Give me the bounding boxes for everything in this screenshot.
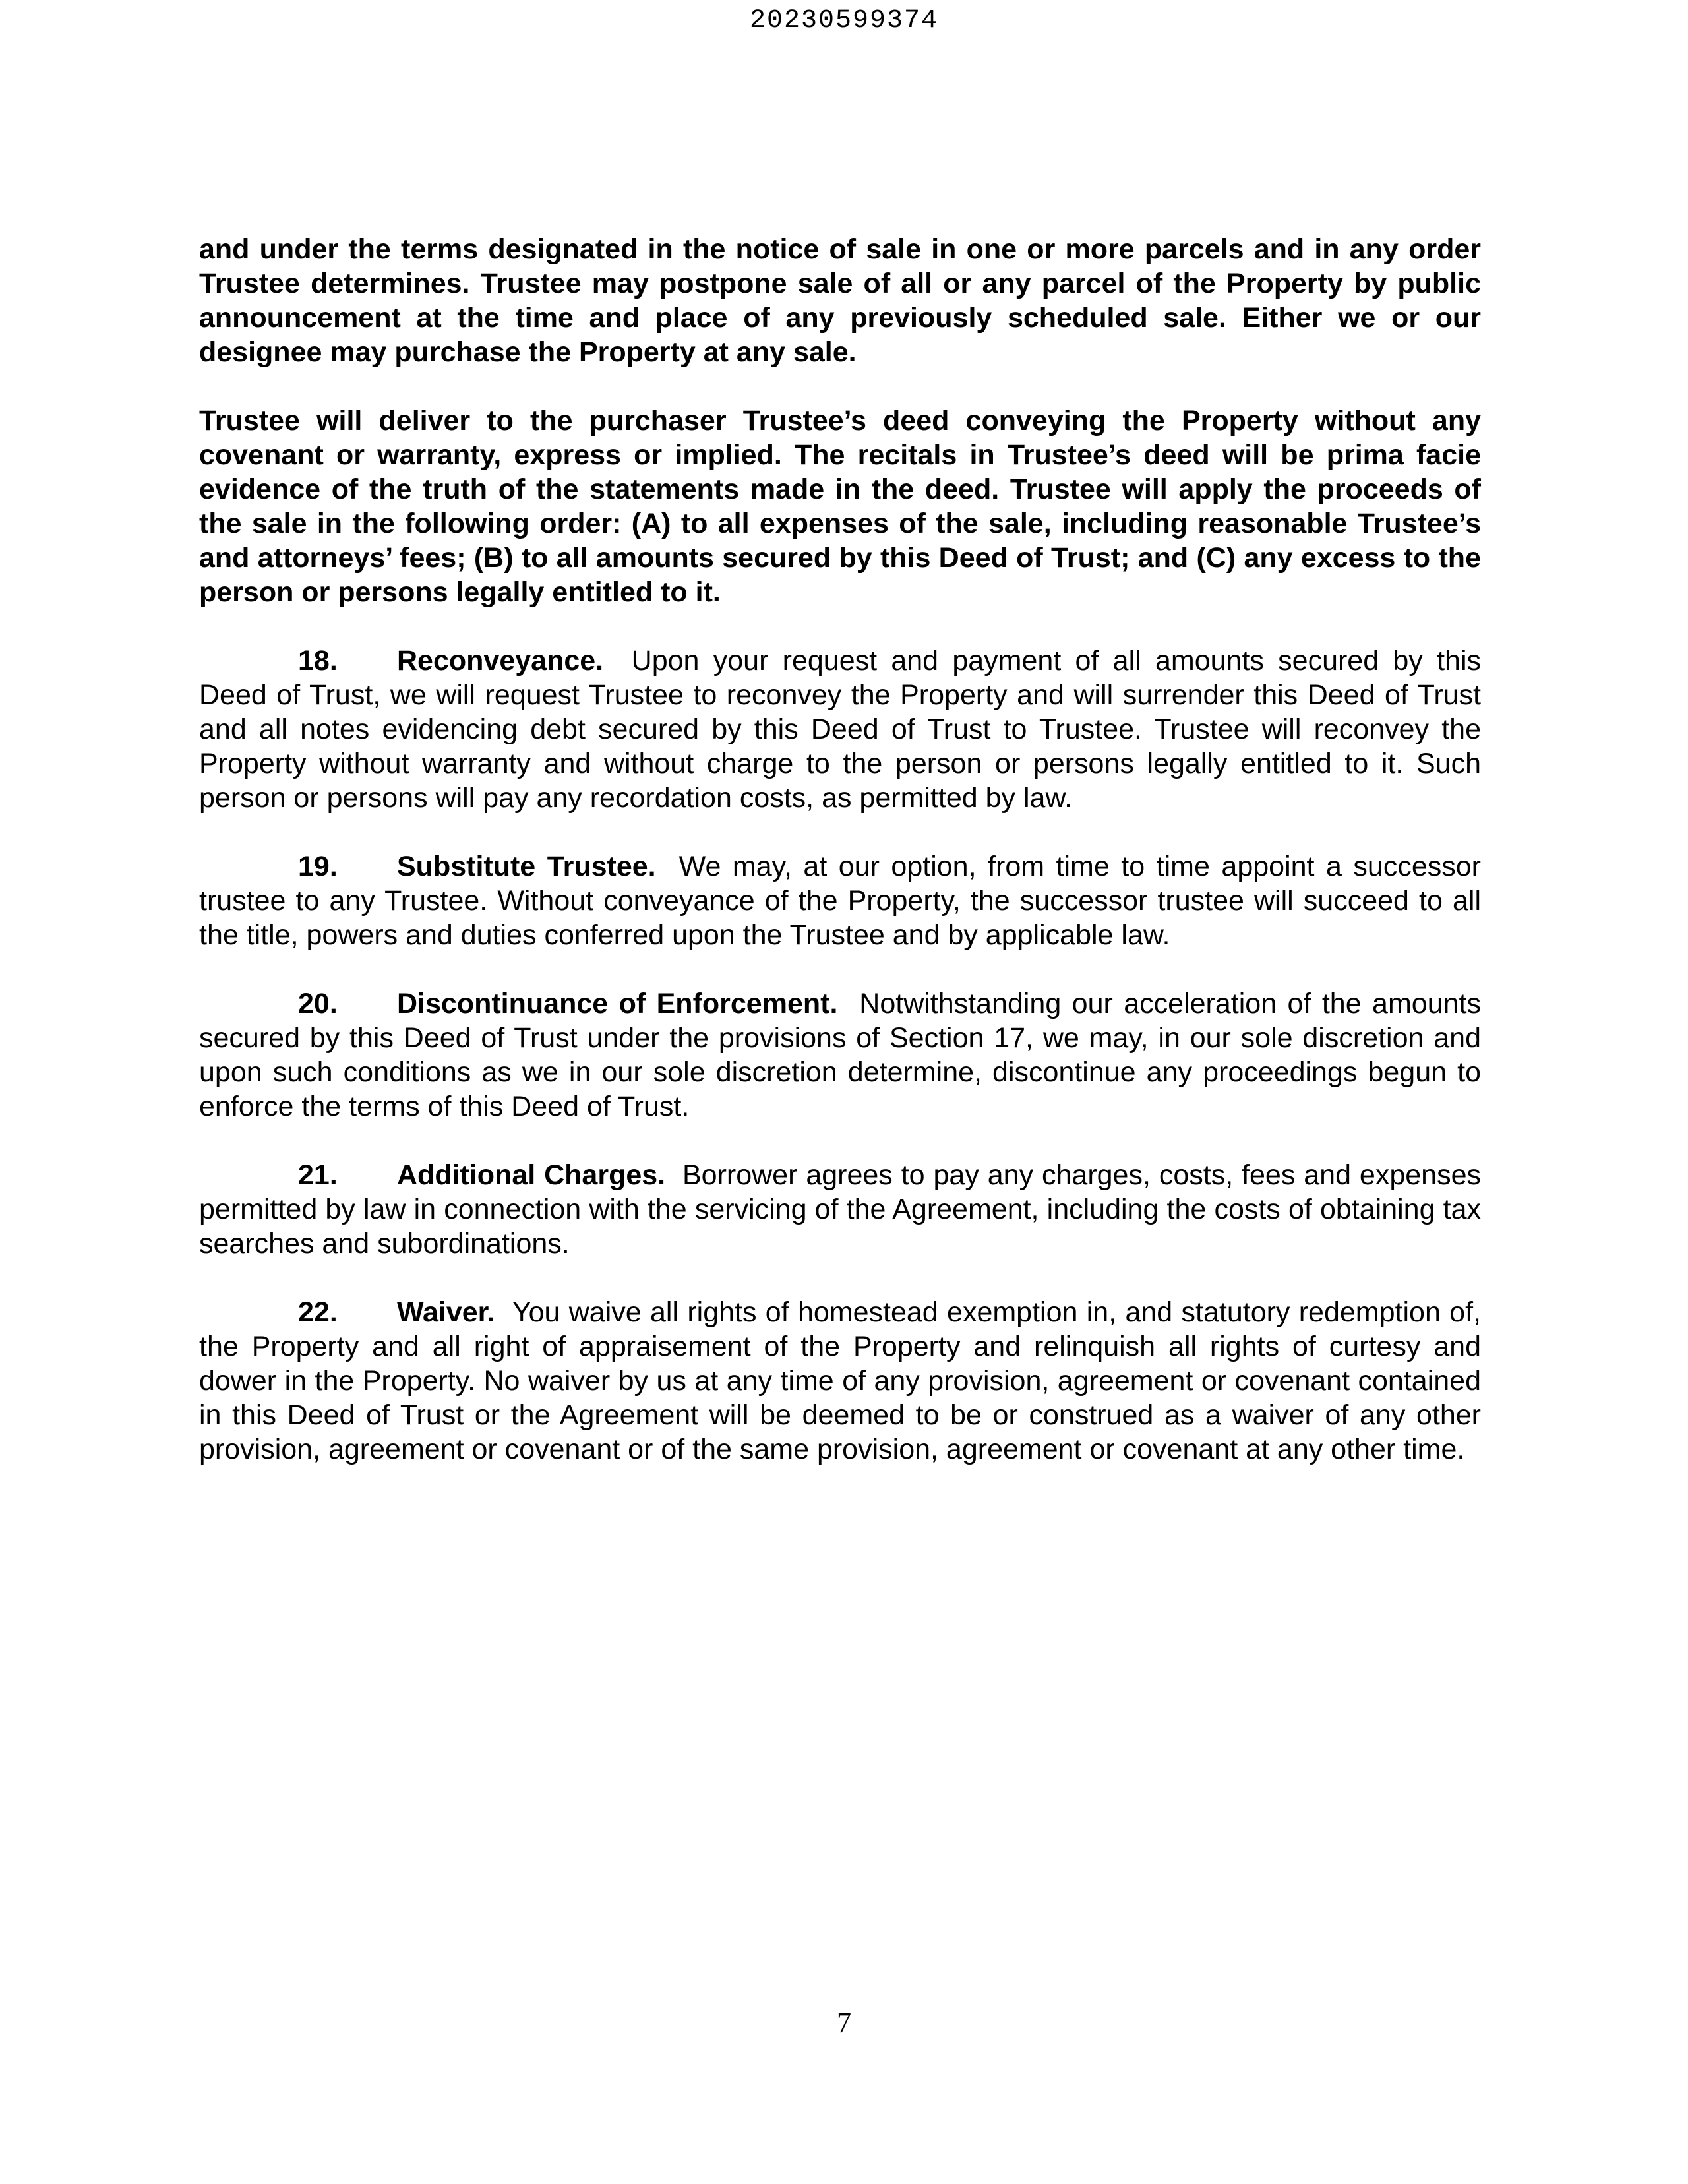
paragraph-trustee-deed: Trustee will deliver to the purchaser Trustee’s deed conveying the Property without any covenant or warranty, express or implied. The recitals in Trustee’s deed will be prima facie evidence of the truth of the statements made in the deed. Trustee will apply the proceeds of the sale in the following order: (A) to all expenses of the sale, including reasonable Trustee’s and attorneys’ fees; (B) to all amounts secured by this Deed of Trust; and (C) any excess to the person or persons legally entitled to it. xyxy=(199,405,1481,608)
section-22-waiver xyxy=(199,1295,1481,1467)
section-number: 20. xyxy=(298,988,338,1019)
section-text: You waive all rights of homestead exemption in, and statutory redemption of, the Property and all right of appraisement of the Property and relinquish all rights of curtesy and dower in the Property. No waiver by us at any time of any provision, agreement or covenant contained in this Deed of Trust or the Agreement will be deemed to be or construed as a waiver of any other provision, agreement or covenant or of the same provision, agreement or covenant at any other time. xyxy=(199,1296,1481,1465)
section-title: Substitute Trustee. xyxy=(397,851,656,882)
section-19-substitute-trustee xyxy=(199,849,1481,952)
section-title: Waiver. xyxy=(397,1296,495,1328)
section-text: We may, at our option, from time to time appoint a successor trustee to any Trustee. Without conveyance of the Property, the successor trustee will succeed to all the title, powers and duties conferred upon the Trustee and by applicable law. xyxy=(199,851,1481,951)
section-number: 21. xyxy=(298,1159,338,1191)
section-text: Upon your request and payment of all amounts secured by this Deed of Trust, we will request Trustee to reconvey the Property and will surrender this Deed of Trust and all notes evidencing debt secured by this Deed of Trust to Trustee. Trustee will reconvey the Property without warranty and without charge to the person or persons legally entitled to it. Such person or persons will pay any recordation costs, as permitted by law. xyxy=(199,645,1481,814)
section-title: Reconveyance. xyxy=(397,645,604,677)
section-20-discontinuance xyxy=(199,986,1481,1124)
document-body xyxy=(199,232,1481,1501)
section-text: Notwithstanding our acceleration of the amounts secured by this Deed of Trust under the provisions of Section 17, we may, in our sole discretion and upon such conditions as we in our sole discretion determine, discontinue any proceedings begun to enforce the terms of this Deed of Trust. xyxy=(199,988,1481,1122)
section-number: 19. xyxy=(298,851,338,882)
section-21-additional-charges xyxy=(199,1158,1481,1261)
section-18-reconveyance xyxy=(199,644,1481,815)
document-number: 20230599374 xyxy=(749,6,939,36)
section-text: Borrower agrees to pay any charges, costs, fees and expenses permitted by law in connection with the servicing of the Agreement, including the costs of obtaining tax searches and subordinations. xyxy=(199,1159,1481,1259)
paragraph-sale-terms: and under the terms designated in the notice of sale in one or more parcels and in any order Trustee determines. Trustee may postpone sale of all or any parcel of the Property by public announcement at the time and place of any previously scheduled sale. Either we or our designee may purchase the Property at any sale. xyxy=(199,233,1481,368)
section-title: Discontinuance of Enforcement. xyxy=(397,988,838,1019)
section-title: Additional Charges. xyxy=(397,1159,666,1191)
section-number: 18. xyxy=(298,645,338,677)
page-number: 7 xyxy=(837,2007,851,2039)
section-number: 22. xyxy=(298,1296,338,1328)
